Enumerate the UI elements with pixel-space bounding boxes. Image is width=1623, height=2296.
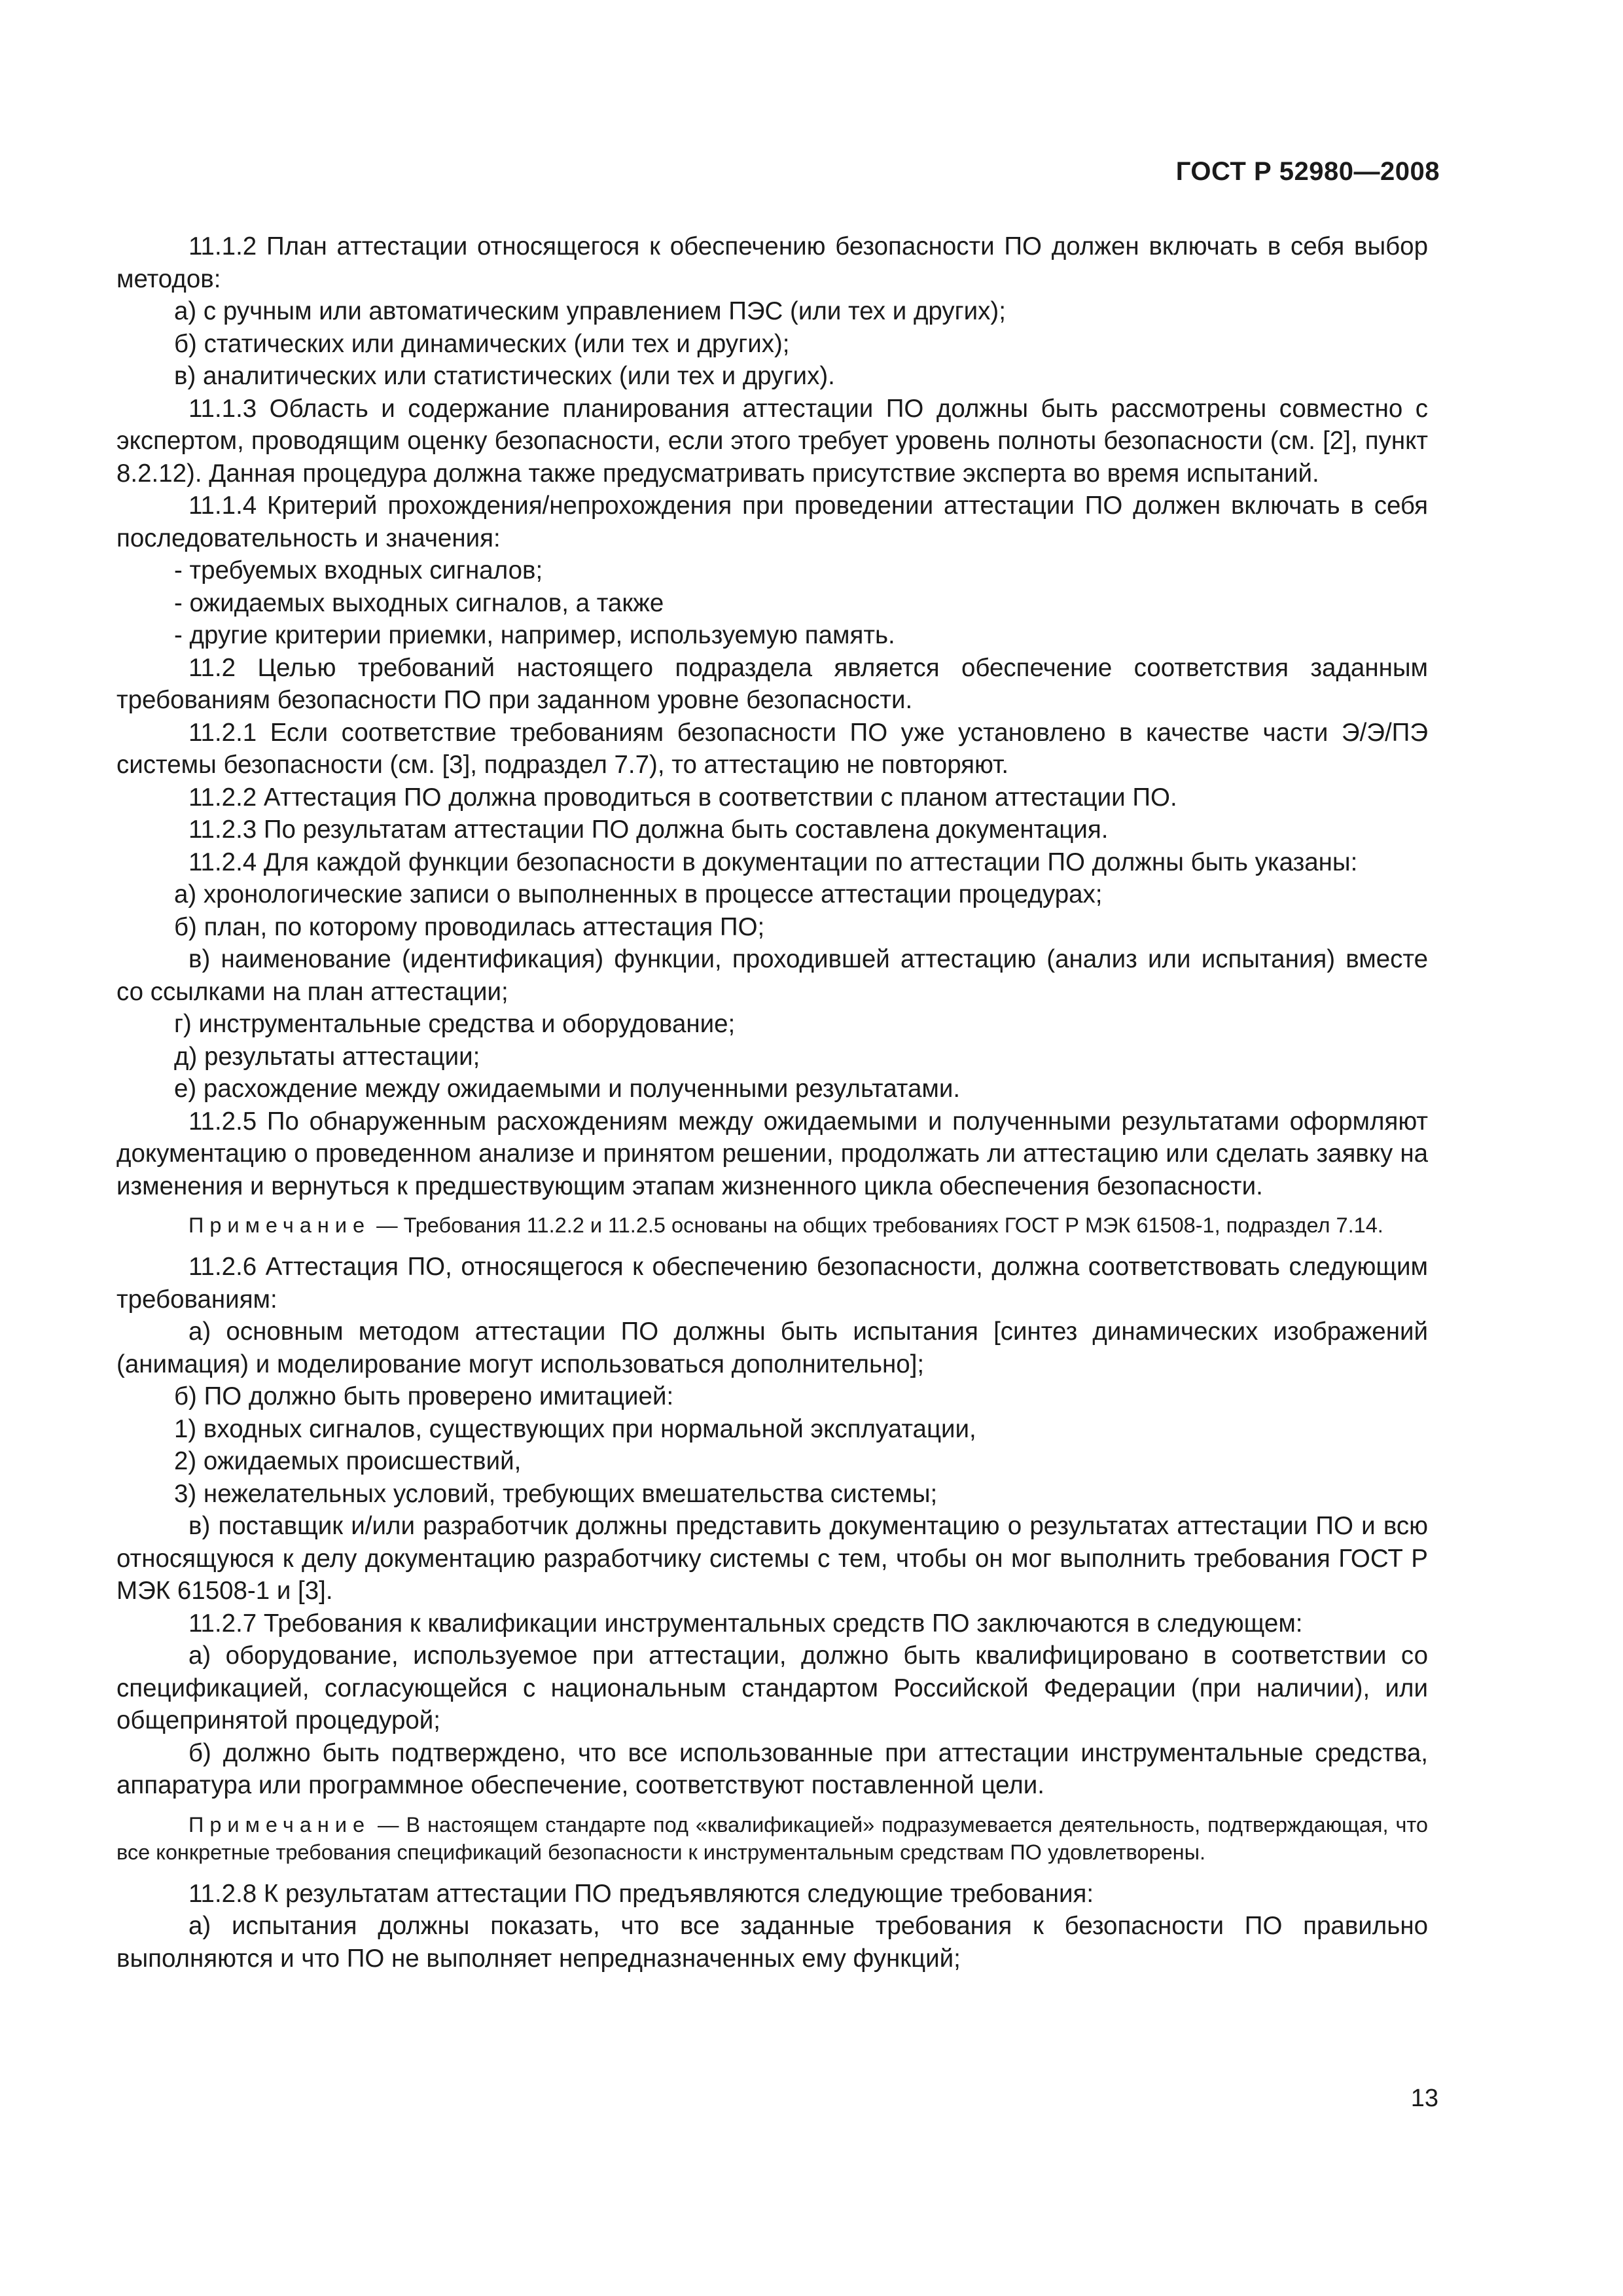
list-item: в) аналитических или статистических (или тех и других). (174, 362, 835, 390)
list-item: 3) нежелательных условий, требующих вмешательства системы; (174, 1479, 938, 1508)
list-item: - ожидаемых выходных сигналов, а также (174, 588, 664, 617)
list-item: б) план, по которому проводилась аттестация ПО; (174, 912, 765, 941)
document-body (116, 230, 1428, 1975)
list-item: б) ПО должно быть проверено имитацией: (174, 1382, 674, 1410)
paragraph: 11.2.2 Аттестация ПО должна проводиться в соответствии с планом аттестации ПО. (188, 783, 1177, 812)
paragraph: 11.1.4 Критерий прохождения/непрохождения при проведении аттестации ПО должен включать в себя последовательность и значения: (116, 492, 1428, 552)
list-item: е) расхождение между ожидаемыми и полученными результатами. (174, 1075, 961, 1103)
note-paragraph (116, 1811, 1428, 1866)
note-label: Примечание (188, 1812, 371, 1837)
paragraph: а) основным методом аттестации ПО должны быть испытания [синтез динамических изображений (анимация) и моделирование могут использоваться дополнительно]; (116, 1318, 1428, 1378)
list-item: а) хронологические записи о выполненных в процессе аттестации процедурах; (174, 880, 1103, 908)
list-item: - другие критерии приемки, например, используемую память. (174, 621, 895, 649)
note-paragraph (116, 1211, 1428, 1239)
list-item: - требуемых входных сигналов; (174, 556, 543, 584)
paragraph: 11.1.2 План аттестации относящегося к обеспечению безопасности ПО должен включать в себя выбор методов: (116, 232, 1428, 293)
paragraph: 11.1.3 Область и содержание планирования аттестации ПО должны быть рассмотрены совместно с экспертом, проводящим оценку безопасности, если этого требует уровень полноты безопасности (см. [2], пункт 8.2.12). Данная процедура должна также предусматривать присутствие эксперта во время испытаний. (116, 394, 1428, 488)
paragraph: в) поставщик и/или разработчик должны представить документацию о результатах аттестации ПО и всю относящуюся к делу документацию разработчику системы с тем, чтобы он мог выполнить требования ГОСТ Р МЭК 61508-1 и [3]. (116, 1512, 1428, 1605)
paragraph: а) испытания должны показать, что все заданные требования к безопасности ПО правильно выполняются и что ПО не выполняет непредназначенных ему функций; (116, 1912, 1428, 1973)
paragraph: 11.2.7 Требования к квалификации инструментальных средств ПО заключаются в следующем: (188, 1609, 1303, 1638)
paragraph: 11.2.3 По результатам аттестации ПО должна быть составлена документация. (188, 816, 1109, 844)
page-number: 13 (1410, 2085, 1438, 2112)
paragraph: 11.2.6 Аттестация ПО, относящегося к обеспечению безопасности, должна соответствовать следующим требованиям: (116, 1253, 1428, 1314)
list-item: 1) входных сигналов, существующих при нормальной эксплуатации, (174, 1414, 976, 1443)
paragraph: б) должно быть подтверждено, что все использованные при аттестации инструментальные средства, аппаратура или программное обеспечение, соответствуют поставленной цели. (116, 1738, 1428, 1799)
paragraph: в) наименование (идентификация) функции, проходившей аттестацию (анализ или испытания) вместе со ссылками на план аттестации; (116, 945, 1428, 1006)
list-item: а) с ручным или автоматическим управлением ПЭС (или тех и других); (174, 297, 1006, 325)
paragraph: 11.2.8 К результатам аттестации ПО предъявляются следующие требования: (188, 1879, 1094, 1908)
list-item: б) статических или динамических (или тех и других); (174, 329, 790, 358)
paragraph: 11.2.4 Для каждой функции безопасности в документации по аттестации ПО должны быть указаны: (188, 848, 1358, 876)
list-item: д) результаты аттестации; (174, 1042, 480, 1071)
note-text: — Требования 11.2.2 и 11.2.5 основаны на общих требованиях ГОСТ Р МЭК 61508-1, подраздел 7.14. (370, 1213, 1383, 1237)
paragraph: 11.2.5 По обнаруженным расхождениям между ожидаемыми и полученными результатами оформляют документацию о проведенном анализе и принятом решении, продолжать ли аттестацию или сделать заявку на изменения и вернуться к предшествующим этапам жизненного цикла обеспечения безопасности. (116, 1107, 1428, 1200)
paragraph: 11.2.1 Если соответствие требованиям безопасности ПО уже установлено в качестве части Э/Э/ПЭ системы безопасности (см. [3], подраздел 7.7), то аттестацию не повторяют. (116, 718, 1428, 779)
note-label: Примечание (188, 1213, 371, 1237)
note-text: — В настоящем стандарте под «квалификацией» подразумевается деятельность, подтверждающая, что все конкретные требования спецификаций безопасности к инструментальным средствам ПО удовлетворены. (116, 1812, 1428, 1864)
paragraph: 11.2 Целью требований настоящего подраздела является обеспечение соответствия заданным требованиям безопасности ПО при заданном уровне безопасности. (116, 653, 1428, 714)
paragraph: а) оборудование, используемое при аттестации, должно быть квалифицировано в соответствии со спецификацией, согласующейся с национальным стандартом Российской Федерации (при наличии), или общепринятой процедурой; (116, 1641, 1428, 1734)
document-id-header: ГОСТ Р 52980—2008 (1175, 157, 1440, 186)
list-item: г) инструментальные средства и оборудование; (174, 1010, 736, 1038)
list-item: 2) ожидаемых происшествий, (174, 1447, 522, 1475)
